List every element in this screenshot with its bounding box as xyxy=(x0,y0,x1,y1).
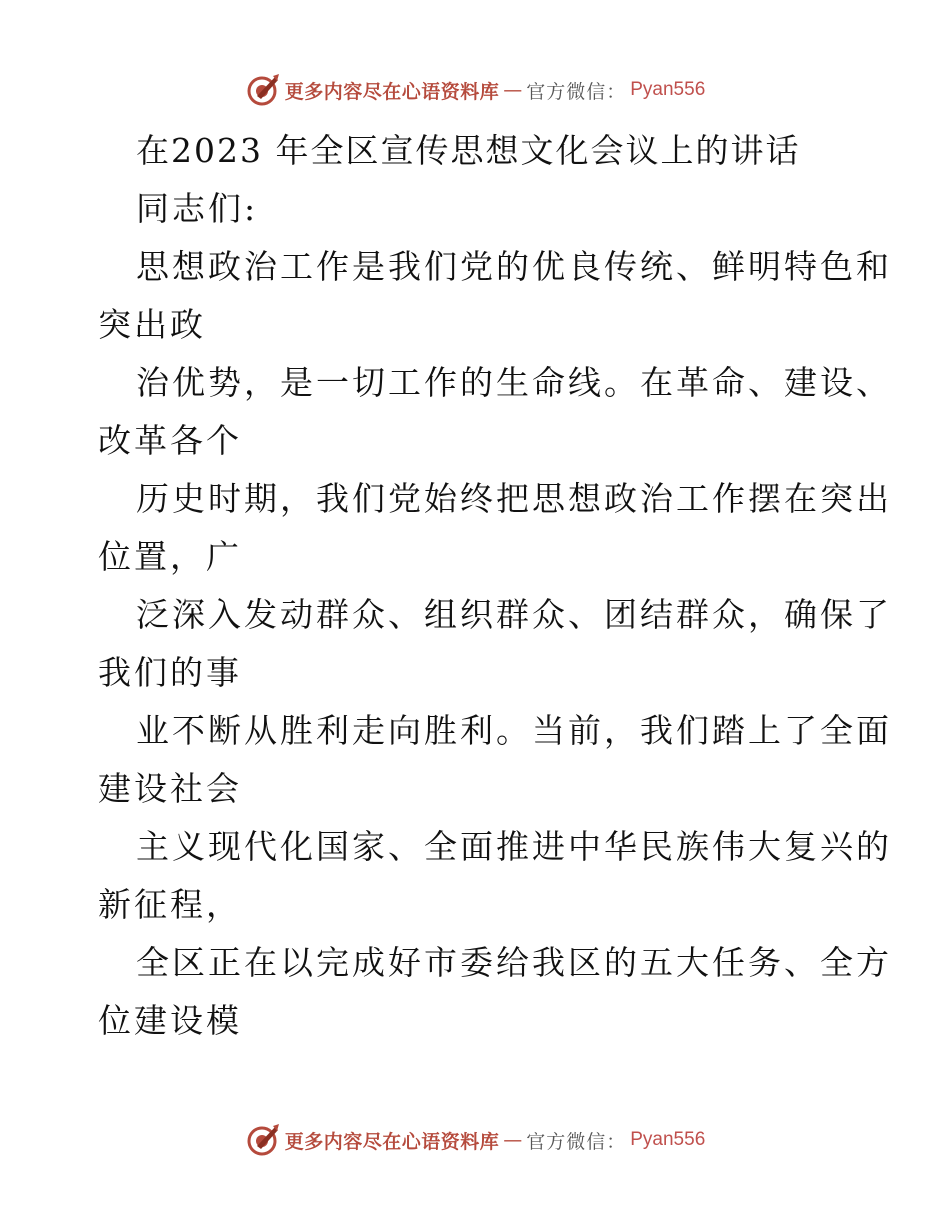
body-line: 业不断从胜利走向胜利。当前，我们踏上了全面 xyxy=(136,711,892,750)
body-line: 新征程， xyxy=(98,885,242,924)
body-line: 主义现代化国家、全面推进中华民族伟大复兴的 xyxy=(136,827,892,866)
watermark-wechat-label: 官方微信： xyxy=(526,1130,627,1153)
header-watermark xyxy=(0,70,950,110)
salutation: 同志们: xyxy=(136,189,259,228)
body-line: 治优势，是一切工作的生命线。在革命、建设、 xyxy=(136,363,892,402)
body-line: 建设社会 xyxy=(98,769,242,808)
watermark-brand-text: 更多内容尽在心语资料库 xyxy=(284,80,500,103)
watermark-dash: — xyxy=(503,1129,523,1151)
body-line: 全区正在以完成好市委给我区的五大任务、全方 xyxy=(136,943,892,982)
body-line: 突出政 xyxy=(98,305,206,344)
watermark-wechat-label: 官方微信： xyxy=(526,80,627,103)
body-line: 历史时期，我们党始终把思想政治工作摆在突出 xyxy=(136,479,892,518)
document-body xyxy=(98,122,892,1050)
body-line: 我们的事 xyxy=(98,653,242,692)
body-line: 位建设模 xyxy=(98,1001,242,1040)
document-title: 在2023 年全区宣传思想文化会议上的讲话 xyxy=(136,131,801,170)
body-line: 思想政治工作是我们党的优良传统、鲜明特色和 xyxy=(136,247,892,286)
watermark-dash: — xyxy=(503,79,523,101)
watermark-wechat-id: Pyan556 xyxy=(630,79,706,100)
watermark-brand-text: 更多内容尽在心语资料库 xyxy=(284,1130,500,1153)
body-line: 改革各个 xyxy=(98,421,242,460)
quill-pen-logo-icon xyxy=(245,1122,281,1158)
watermark-wechat-id: Pyan556 xyxy=(630,1129,706,1150)
body-line: 位置，广 xyxy=(98,537,242,576)
footer-watermark xyxy=(0,1120,950,1160)
body-line: 泛深入发动群众、组织群众、团结群众，确保了 xyxy=(136,595,892,634)
quill-pen-logo-icon xyxy=(245,72,281,108)
